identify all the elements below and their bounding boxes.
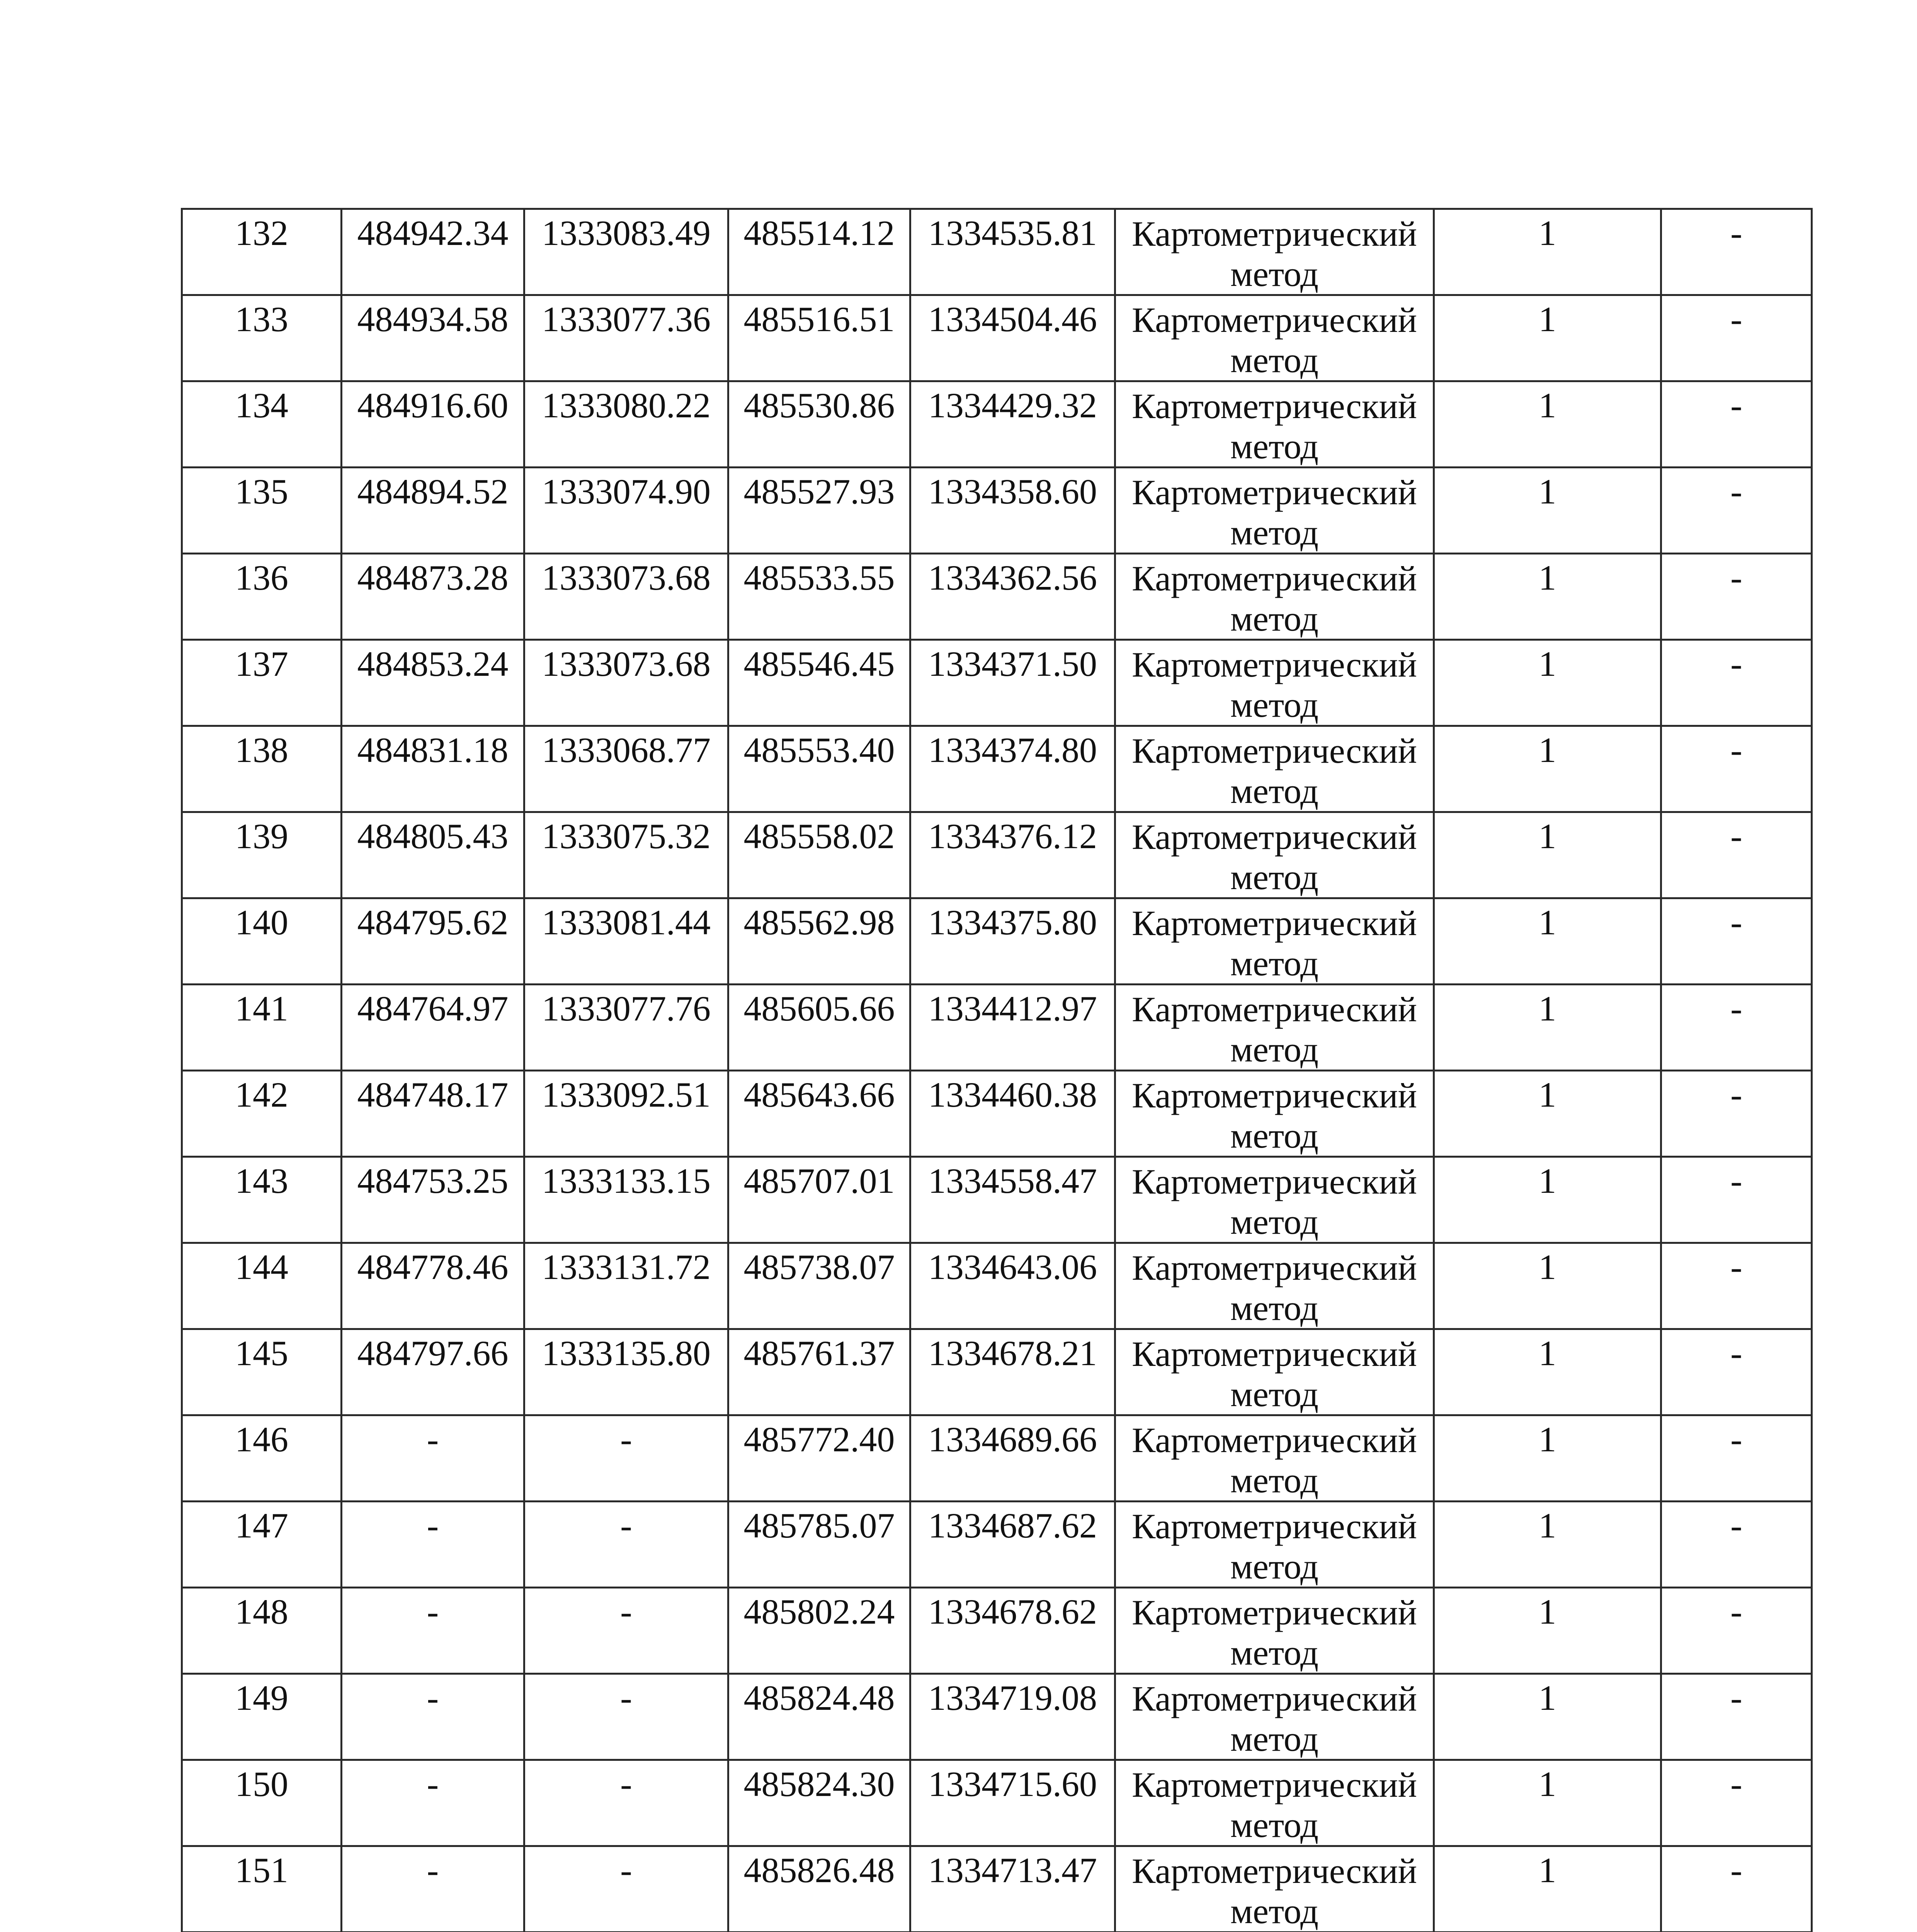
new-y-coordinate-cell: 1334713.47	[910, 1846, 1115, 1932]
method-line1: Картометрический	[1131, 1162, 1417, 1201]
old-y-coordinate-cell: 1333077.36	[524, 295, 728, 381]
accuracy-cell: 1	[1434, 1157, 1661, 1243]
new-y-coordinate-cell: 1334375.80	[910, 898, 1115, 985]
old-x-coordinate-cell: 484934.58	[342, 295, 524, 381]
note-cell: -	[1661, 1329, 1812, 1415]
method-line1: Картометрический	[1131, 731, 1417, 770]
new-y-coordinate-cell: 1334643.06	[910, 1243, 1115, 1329]
note-cell: -	[1661, 1415, 1812, 1502]
note-cell: -	[1661, 554, 1812, 640]
method-cell	[1115, 1157, 1434, 1243]
note-cell: -	[1661, 209, 1812, 295]
point-number-cell: 133	[182, 295, 342, 381]
note-cell: -	[1661, 640, 1812, 726]
method-cell	[1115, 1329, 1434, 1415]
new-y-coordinate-cell: 1334504.46	[910, 295, 1115, 381]
method-line2: метод	[1230, 1374, 1319, 1414]
old-y-coordinate-cell: 1333080.22	[524, 381, 728, 468]
old-y-coordinate-cell: -	[524, 1415, 728, 1502]
method-line1: Картометрический	[1131, 214, 1417, 253]
old-y-coordinate-cell: 1333135.80	[524, 1329, 728, 1415]
old-x-coordinate-cell: -	[342, 1760, 524, 1846]
accuracy-cell: 1	[1434, 1329, 1661, 1415]
method-cell	[1115, 1502, 1434, 1588]
old-x-coordinate-cell: 484916.60	[342, 381, 524, 468]
method-line1: Картометрический	[1131, 990, 1417, 1029]
new-x-coordinate-cell: 485533.55	[728, 554, 910, 640]
old-y-coordinate-cell: 1333131.72	[524, 1243, 728, 1329]
old-x-coordinate-cell: 484853.24	[342, 640, 524, 726]
method-line2: метод	[1230, 1030, 1319, 1069]
accuracy-cell: 1	[1434, 985, 1661, 1071]
method-line2: метод	[1230, 944, 1319, 983]
note-cell: -	[1661, 1674, 1812, 1760]
method-line1: Картометрический	[1131, 817, 1417, 857]
new-x-coordinate-cell: 485562.98	[728, 898, 910, 985]
table-row	[182, 1415, 1812, 1502]
new-x-coordinate-cell: 485738.07	[728, 1243, 910, 1329]
old-y-coordinate-cell: -	[524, 1588, 728, 1674]
method-cell	[1115, 554, 1434, 640]
table-row	[182, 985, 1812, 1071]
note-cell: -	[1661, 1760, 1812, 1846]
new-y-coordinate-cell: 1334362.56	[910, 554, 1115, 640]
method-line1: Картометрический	[1131, 1679, 1417, 1718]
note-cell: -	[1661, 295, 1812, 381]
point-number-cell: 146	[182, 1415, 342, 1502]
method-line2: метод	[1230, 857, 1319, 897]
new-y-coordinate-cell: 1334719.08	[910, 1674, 1115, 1760]
coordinates-table	[181, 208, 1813, 1932]
method-line2: метод	[1230, 1116, 1319, 1155]
new-x-coordinate-cell: 485530.86	[728, 381, 910, 468]
method-line2: метод	[1230, 513, 1319, 552]
accuracy-cell: 1	[1434, 640, 1661, 726]
table-row	[182, 554, 1812, 640]
table-row	[182, 1329, 1812, 1415]
note-cell: -	[1661, 1243, 1812, 1329]
new-y-coordinate-cell: 1334678.62	[910, 1588, 1115, 1674]
method-line1: Картометрический	[1131, 645, 1417, 684]
method-cell	[1115, 1674, 1434, 1760]
new-y-coordinate-cell: 1334374.80	[910, 726, 1115, 812]
old-x-coordinate-cell: 484873.28	[342, 554, 524, 640]
point-number-cell: 150	[182, 1760, 342, 1846]
method-line2: метод	[1230, 599, 1319, 638]
accuracy-cell: 1	[1434, 381, 1661, 468]
old-x-coordinate-cell: 484805.43	[342, 812, 524, 898]
old-y-coordinate-cell: 1333092.51	[524, 1071, 728, 1157]
accuracy-cell: 1	[1434, 726, 1661, 812]
point-number-cell: 141	[182, 985, 342, 1071]
method-line2: метод	[1230, 771, 1319, 811]
new-x-coordinate-cell: 485761.37	[728, 1329, 910, 1415]
old-x-coordinate-cell: 484894.52	[342, 468, 524, 554]
new-x-coordinate-cell: 485772.40	[728, 1415, 910, 1502]
new-x-coordinate-cell: 485707.01	[728, 1157, 910, 1243]
new-y-coordinate-cell: 1334429.32	[910, 381, 1115, 468]
method-cell	[1115, 812, 1434, 898]
new-x-coordinate-cell: 485605.66	[728, 985, 910, 1071]
note-cell: -	[1661, 812, 1812, 898]
accuracy-cell: 1	[1434, 1846, 1661, 1932]
method-cell	[1115, 898, 1434, 985]
method-line1: Картометрический	[1131, 1593, 1417, 1632]
note-cell: -	[1661, 1157, 1812, 1243]
method-cell	[1115, 1588, 1434, 1674]
accuracy-cell: 1	[1434, 898, 1661, 985]
note-cell: -	[1661, 1588, 1812, 1674]
method-line1: Картометрический	[1131, 1507, 1417, 1546]
accuracy-cell: 1	[1434, 1674, 1661, 1760]
point-number-cell: 136	[182, 554, 342, 640]
method-line2: метод	[1230, 1461, 1319, 1500]
new-x-coordinate-cell: 485514.12	[728, 209, 910, 295]
method-line2: метод	[1230, 340, 1319, 380]
method-cell	[1115, 1846, 1434, 1932]
table-body	[182, 209, 1812, 1932]
old-y-coordinate-cell: 1333073.68	[524, 554, 728, 640]
new-y-coordinate-cell: 1334687.62	[910, 1502, 1115, 1588]
method-line1: Картометрический	[1131, 473, 1417, 512]
point-number-cell: 140	[182, 898, 342, 985]
old-x-coordinate-cell: -	[342, 1846, 524, 1932]
old-x-coordinate-cell: 484753.25	[342, 1157, 524, 1243]
point-number-cell: 143	[182, 1157, 342, 1243]
note-cell: -	[1661, 1502, 1812, 1588]
method-line2: метод	[1230, 427, 1319, 466]
old-x-coordinate-cell: 484748.17	[342, 1071, 524, 1157]
table-row	[182, 1588, 1812, 1674]
note-cell: -	[1661, 468, 1812, 554]
old-y-coordinate-cell: -	[524, 1502, 728, 1588]
method-line1: Картометрический	[1131, 1334, 1417, 1374]
new-x-coordinate-cell: 485553.40	[728, 726, 910, 812]
accuracy-cell: 1	[1434, 1243, 1661, 1329]
old-x-coordinate-cell: -	[342, 1588, 524, 1674]
table-row	[182, 1502, 1812, 1588]
new-x-coordinate-cell: 485785.07	[728, 1502, 910, 1588]
old-y-coordinate-cell: 1333074.90	[524, 468, 728, 554]
method-line2: метод	[1230, 1633, 1319, 1672]
table-row	[182, 1760, 1812, 1846]
old-x-coordinate-cell: 484942.34	[342, 209, 524, 295]
note-cell: -	[1661, 985, 1812, 1071]
new-x-coordinate-cell: 485546.45	[728, 640, 910, 726]
method-cell	[1115, 1415, 1434, 1502]
method-line1: Картометрический	[1131, 903, 1417, 943]
old-y-coordinate-cell: 1333075.32	[524, 812, 728, 898]
accuracy-cell: 1	[1434, 1588, 1661, 1674]
old-y-coordinate-cell: -	[524, 1674, 728, 1760]
note-cell: -	[1661, 381, 1812, 468]
method-line2: метод	[1230, 1547, 1319, 1586]
table-row	[182, 1157, 1812, 1243]
old-y-coordinate-cell: 1333073.68	[524, 640, 728, 726]
new-y-coordinate-cell: 1334558.47	[910, 1157, 1115, 1243]
accuracy-cell: 1	[1434, 1502, 1661, 1588]
new-x-coordinate-cell: 485824.48	[728, 1674, 910, 1760]
point-number-cell: 147	[182, 1502, 342, 1588]
method-cell	[1115, 1243, 1434, 1329]
table-row	[182, 381, 1812, 468]
accuracy-cell: 1	[1434, 1071, 1661, 1157]
method-cell	[1115, 1760, 1434, 1846]
method-line2: метод	[1230, 1288, 1319, 1328]
table-row	[182, 726, 1812, 812]
table-row	[182, 295, 1812, 381]
method-cell	[1115, 985, 1434, 1071]
accuracy-cell: 1	[1434, 554, 1661, 640]
old-x-coordinate-cell: -	[342, 1415, 524, 1502]
new-y-coordinate-cell: 1334689.66	[910, 1415, 1115, 1502]
method-line2: метод	[1230, 685, 1319, 724]
method-line2: метод	[1230, 1719, 1319, 1759]
new-y-coordinate-cell: 1334358.60	[910, 468, 1115, 554]
method-line1: Картометрический	[1131, 1851, 1417, 1891]
point-number-cell: 148	[182, 1588, 342, 1674]
accuracy-cell: 1	[1434, 1760, 1661, 1846]
point-number-cell: 134	[182, 381, 342, 468]
table-row	[182, 1674, 1812, 1760]
point-number-cell: 151	[182, 1846, 342, 1932]
old-x-coordinate-cell: 484764.97	[342, 985, 524, 1071]
new-x-coordinate-cell: 485826.48	[728, 1846, 910, 1932]
method-line1: Картометрический	[1131, 1420, 1417, 1460]
point-number-cell: 142	[182, 1071, 342, 1157]
method-line1: Картометрический	[1131, 386, 1417, 426]
method-cell	[1115, 468, 1434, 554]
note-cell: -	[1661, 1071, 1812, 1157]
note-cell: -	[1661, 1846, 1812, 1932]
table-row	[182, 812, 1812, 898]
table-row	[182, 1071, 1812, 1157]
old-y-coordinate-cell: 1333068.77	[524, 726, 728, 812]
new-y-coordinate-cell: 1334715.60	[910, 1760, 1115, 1846]
table-row	[182, 209, 1812, 295]
method-line2: метод	[1230, 254, 1319, 294]
method-cell	[1115, 1071, 1434, 1157]
method-cell	[1115, 209, 1434, 295]
new-y-coordinate-cell: 1334412.97	[910, 985, 1115, 1071]
new-x-coordinate-cell: 485516.51	[728, 295, 910, 381]
point-number-cell: 132	[182, 209, 342, 295]
method-line1: Картометрический	[1131, 559, 1417, 598]
note-cell: -	[1661, 898, 1812, 985]
method-line1: Картометрический	[1131, 1765, 1417, 1804]
old-x-coordinate-cell: 484778.46	[342, 1243, 524, 1329]
new-y-coordinate-cell: 1334678.21	[910, 1329, 1115, 1415]
method-line2: метод	[1230, 1891, 1319, 1931]
old-y-coordinate-cell: 1333077.76	[524, 985, 728, 1071]
point-number-cell: 137	[182, 640, 342, 726]
method-line1: Картометрический	[1131, 1248, 1417, 1287]
table-row	[182, 468, 1812, 554]
old-y-coordinate-cell: 1333083.49	[524, 209, 728, 295]
point-number-cell: 149	[182, 1674, 342, 1760]
accuracy-cell: 1	[1434, 468, 1661, 554]
method-cell	[1115, 640, 1434, 726]
new-x-coordinate-cell: 485802.24	[728, 1588, 910, 1674]
accuracy-cell: 1	[1434, 209, 1661, 295]
table-row	[182, 1243, 1812, 1329]
new-x-coordinate-cell: 485558.02	[728, 812, 910, 898]
old-y-coordinate-cell: -	[524, 1846, 728, 1932]
method-cell	[1115, 295, 1434, 381]
accuracy-cell: 1	[1434, 1415, 1661, 1502]
accuracy-cell: 1	[1434, 295, 1661, 381]
new-x-coordinate-cell: 485527.93	[728, 468, 910, 554]
point-number-cell: 139	[182, 812, 342, 898]
table-row	[182, 640, 1812, 726]
point-number-cell: 135	[182, 468, 342, 554]
method-line2: метод	[1230, 1202, 1319, 1242]
old-x-coordinate-cell: -	[342, 1502, 524, 1588]
old-x-coordinate-cell: 484795.62	[342, 898, 524, 985]
method-line1: Картометрический	[1131, 300, 1417, 340]
old-x-coordinate-cell: 484797.66	[342, 1329, 524, 1415]
new-y-coordinate-cell: 1334376.12	[910, 812, 1115, 898]
method-line2: метод	[1230, 1805, 1319, 1845]
method-cell	[1115, 726, 1434, 812]
note-cell: -	[1661, 726, 1812, 812]
new-y-coordinate-cell: 1334460.38	[910, 1071, 1115, 1157]
point-number-cell: 138	[182, 726, 342, 812]
old-y-coordinate-cell: 1333133.15	[524, 1157, 728, 1243]
method-line1: Картометрический	[1131, 1076, 1417, 1115]
point-number-cell: 144	[182, 1243, 342, 1329]
old-y-coordinate-cell: -	[524, 1760, 728, 1846]
point-number-cell: 145	[182, 1329, 342, 1415]
new-x-coordinate-cell: 485824.30	[728, 1760, 910, 1846]
old-y-coordinate-cell: 1333081.44	[524, 898, 728, 985]
table-row	[182, 1846, 1812, 1932]
new-x-coordinate-cell: 485643.66	[728, 1071, 910, 1157]
method-cell	[1115, 381, 1434, 468]
new-y-coordinate-cell: 1334371.50	[910, 640, 1115, 726]
accuracy-cell: 1	[1434, 812, 1661, 898]
old-x-coordinate-cell: -	[342, 1674, 524, 1760]
old-x-coordinate-cell: 484831.18	[342, 726, 524, 812]
new-y-coordinate-cell: 1334535.81	[910, 209, 1115, 295]
table-row	[182, 898, 1812, 985]
